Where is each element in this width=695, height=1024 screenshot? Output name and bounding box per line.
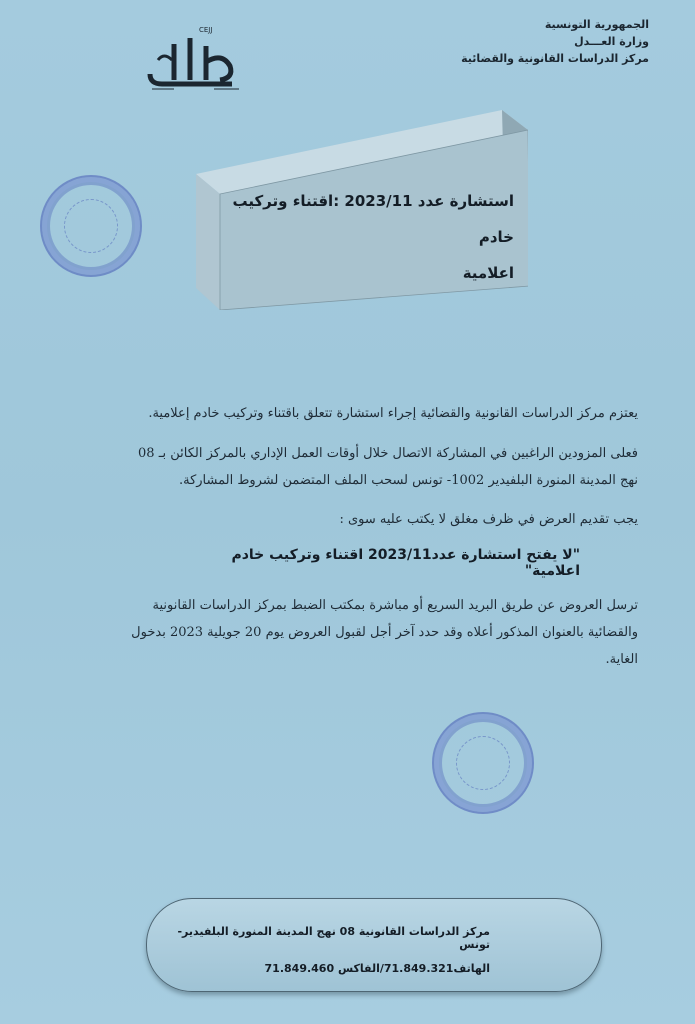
paragraph-participation: فعلى المزودين الراغبين في المشاركة الاتصال خلال أوقات العمل الإداري بالمركز الكائن بـ 08 نهج المدينة المنورة البلفيدير 1002- تونس لسحب الملف المتضمن لشروط المشاركة. (138, 446, 638, 488)
official-stamp-left (40, 175, 142, 277)
consultation-title (214, 183, 514, 291)
paragraph-deadline: ترسل العروض عن طريق البريد السريع أو مباشرة بمكتب الضبط بمركز الدراسات القانونية والقضائية بالعنوان المذكور أعلاه وقد حدد آخر أجل لقبول العروض يوم 20 جويلية 2023 بدخول الغاية. (131, 598, 638, 667)
paragraph-envelope: يجب تقديم العرض في ظرف مغلق لا يكتب عليه سوى : (339, 512, 638, 527)
ministry-logo-icon (144, 22, 244, 92)
letterhead (409, 16, 649, 67)
logo-wordmark: CEJJ (199, 26, 213, 34)
letterhead-ministry: وزارة العـــدل (574, 35, 649, 48)
consultation-title-line2: اعلامية (462, 264, 514, 282)
consultation-title-line1: استشارة عدد 2023/11 :اقتناء وتركيب خادم (232, 192, 514, 246)
letterhead-republic: الجمهورية التونسية (544, 18, 649, 31)
envelope-inscription: "لا يفتح استشارة عدد2023/11 اقتناء وتركيب خادم اعلامية" (231, 547, 580, 579)
official-stamp-right (432, 712, 534, 814)
footer-phone-fax: الهاتف71.849.321/الفاكس 71.849.460 (264, 962, 490, 975)
paragraph-intent: يعتزم مركز الدراسات القانونية والقضائية إجراء استشارة تتعلق باقتناء وتركيب خادم إعلامية. (148, 406, 638, 421)
footer-address: مركز الدراسات القانونية 08 نهج المدينة المنورة البلفيدير-تونس (177, 925, 490, 951)
letterhead-center: مركز الدراسات القانونية والقضائية (461, 52, 649, 65)
